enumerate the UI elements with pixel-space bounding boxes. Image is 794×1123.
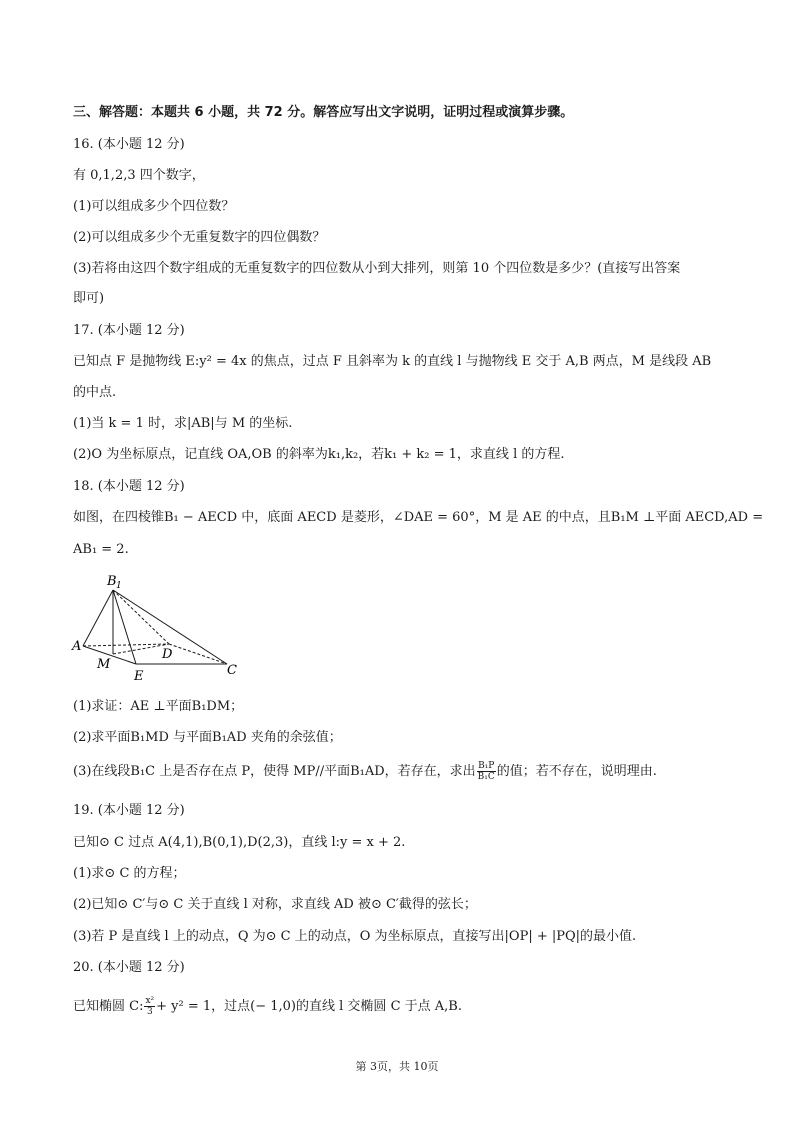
label-b: B xyxy=(107,574,117,589)
q19-part2: (2)已知⊙ C′与⊙ C 关于直线 l 对称，求直线 AD 被⊙ C′截得的弦长； xyxy=(73,897,477,912)
fraction-numerator: x² xyxy=(145,996,155,1006)
q17-stem-line1: 已知点 F 是抛物线 E:y² = 4x 的焦点，过点 F 且斜率为 k 的直线 l 与抛物线 E 交于 A,B 两点，M 是线段 AB xyxy=(73,354,712,369)
page-footer: 第 3页，共 10页 xyxy=(355,1060,439,1073)
q19-part3: (3)若 P 是直线 l 上的动点，Q 为⊙ C 上的动点，O 为坐标原点，直接写出|OP| + |PQ|的最小值. xyxy=(73,929,637,944)
q17-part2: (2)O 为坐标原点，记直线 OA,OB 的斜率为k₁,k₂，若k₁ + k₂ = 1，求直线 l 的方程. xyxy=(73,447,565,462)
q18-part2: (2)求平面B₁MD 与平面B₁AD 夹角的余弦值； xyxy=(73,730,342,745)
q16-stem: 有 0,1,2,3 四个数字， xyxy=(73,168,205,183)
q17-part1: (1)当 k = 1 时，求|AB|与 M 的坐标. xyxy=(73,416,293,431)
q18-part3 xyxy=(73,761,657,782)
q18-part3-pre: (3)在线段B₁C 上是否存在点 P，使得 MP//平面B₁AD，若存在，求出 xyxy=(73,764,476,779)
q16-part1: (1)可以组成多少个四位数？ xyxy=(73,199,235,214)
fraction-denominator: B₁C xyxy=(477,772,495,782)
q19-title: 19. (本小题 12 分) xyxy=(73,803,185,818)
label-e: E xyxy=(134,669,144,684)
q20-stem-post: + y² = 1，过点(− 1,0)的直线 l 交椭圆 C 于点 A,B. xyxy=(156,999,462,1014)
q19-stem: 已知⊙ C 过点 A(4,1),B(0,1),D(2,3)，直线 l:y = x + 2. xyxy=(73,835,406,850)
section-heading: 三、解答题：本题共 6 小题，共 72 分。解答应写出文字说明，证明过程或演算步骤。 xyxy=(73,105,574,120)
q16-title: 16. (本小题 12 分) xyxy=(73,137,185,152)
label-m: M xyxy=(97,657,111,672)
q18-stem-line1: 如图，在四棱锥B₁ − AECD 中，底面 AECD 是菱形，∠DAE = 60°，M 是 AE 的中点，且B₁M ⊥平面 AECD,AD = xyxy=(73,510,764,525)
q20-ellipse-fraction xyxy=(144,996,155,1017)
label-c: C xyxy=(227,663,237,678)
q20-stem-pre: 已知椭圆 C: xyxy=(73,999,144,1014)
label-a: A xyxy=(72,639,82,654)
q18-part3-fraction xyxy=(477,761,496,782)
fraction-denominator: 3 xyxy=(146,1007,153,1017)
q17-title: 17. (本小题 12 分) xyxy=(73,323,185,338)
q17-stem-line2: 的中点. xyxy=(73,385,117,400)
label-b-sub: 1 xyxy=(116,581,122,591)
q19-part1: (1)求⊙ C 的方程； xyxy=(73,866,186,881)
q18-part1: (1)求证：AE ⊥平面B₁DM； xyxy=(73,699,244,714)
pyramid-figure xyxy=(70,572,250,684)
q18-title: 18. (本小题 12 分) xyxy=(73,479,185,494)
q16-part2: (2)可以组成多少个无重复数字的四位偶数？ xyxy=(73,230,326,245)
label-d: D xyxy=(162,647,173,662)
q18-stem-line2: AB₁ = 2. xyxy=(73,542,129,557)
q16-part3-line2: 即可) xyxy=(73,291,105,306)
fraction-numerator: B₁P xyxy=(478,761,495,771)
q16-part3-line1: (3)若将由这四个数字组成的无重复数字的四位数从小到大排列，则第 10 个四位数是多少？(直接写出答案 xyxy=(73,261,681,276)
q20-stem xyxy=(73,996,462,1017)
q20-title: 20. (本小题 12 分) xyxy=(73,960,185,975)
q18-part3-post: 的值；若不存在，说明理由. xyxy=(496,764,657,779)
